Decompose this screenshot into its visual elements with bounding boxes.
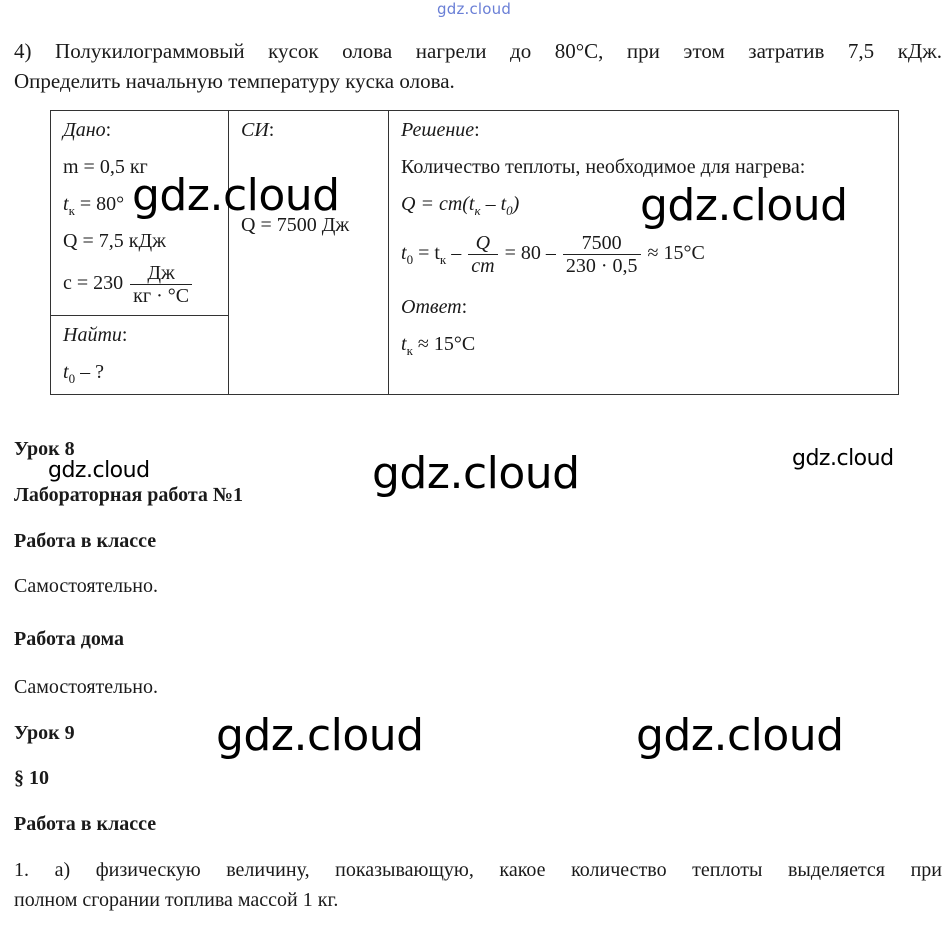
formula-initial-temp: $t_0 = t_к$ – $\frac{Q}{cm}$ = 80 – $\frac{7500}{230 \cdot 0,5}$ ≈ 15°С: [401, 231, 705, 277]
home-work-heading: Работа дома: [14, 628, 124, 650]
problem-statement: [14, 36, 942, 96]
given-mass: m = 0,5 кг: [63, 156, 148, 178]
problem-line-1: 4) Полукилограммовый кусок олова нагрели до 80°С, при этом затратив 7,5 кДж.: [14, 39, 942, 63]
find-var: $t_0$ – ?: [63, 361, 104, 386]
si-cell: СИ: Q = 7500 Дж: [229, 111, 389, 395]
given-cell: Дано: m = 0,5 кг $t_к = 80^\circ$ Q = 7,5 кДж c = 230 $\frac{Дж}{кг \cdot ^\circ С}$: [51, 111, 229, 316]
formula-heat: $Q = cm(t_к - t_0)$: [401, 193, 520, 218]
given-heat: Q = 7,5 кДж: [63, 230, 166, 252]
self-text-1: Самостоятельно.: [14, 575, 158, 597]
solution-text: Количество теплоты, необходимое для нагрева:: [401, 156, 806, 178]
solution-header: Решение: [401, 119, 475, 141]
answer-header: Ответ: [401, 296, 462, 318]
header-watermark: gdz.cloud: [437, 0, 512, 18]
watermark-small-right: gdz.cloud: [792, 446, 894, 471]
lesson9-heading: Урок 9: [14, 722, 75, 744]
item-1: [14, 855, 942, 915]
watermark-table-left: gdz.cloud: [132, 170, 340, 221]
watermark-small-left: gdz.cloud: [48, 458, 150, 483]
class-work-heading-2: Работа в классе: [14, 813, 157, 835]
si-heat: Q = 7500 Дж: [241, 214, 350, 236]
solution-cell: Решение: Количество теплоты, необходимое для нагрева: $Q = cm(t_к - t_0)$ $t_0 = t_к$ – $\frac{Q}{cm}$ = 80 – $\frac{7500}{230 \cdot 0,5}$ ≈ 15°С Ответ: $t_к \approx 15^\circ С$: [389, 111, 899, 395]
find-cell: Найти: $t_0$ – ?: [51, 316, 229, 395]
find-header: Найти: [63, 324, 122, 346]
watermark-bottom-right: gdz.cloud: [636, 710, 844, 761]
given-final-temp: $t_к = 80^\circ$: [63, 193, 125, 218]
lab-heading: Лабораторная работа №1: [14, 484, 244, 506]
problem-line-2: Определить начальную температуру куска олова.: [14, 69, 455, 93]
given-specific-heat: c = 230 $\frac{Дж}{кг \cdot ^\circ С}$: [63, 261, 216, 305]
si-header: СИ: [241, 119, 269, 141]
given-header: Дано: [63, 119, 106, 141]
item-1-line-2: полном сгорании топлива массой 1 кг.: [14, 889, 339, 911]
watermark-mid-big: gdz.cloud: [372, 448, 580, 499]
item-1-line-1: 1. а) физическую величину, показывающую, какое количество теплоты выделяется при: [14, 859, 942, 881]
lesson8-heading: Урок 8: [14, 438, 75, 460]
paragraph-heading: § 10: [14, 767, 49, 789]
solution-table: [50, 110, 899, 395]
class-work-heading: Работа в классе: [14, 530, 157, 552]
watermark-bottom-left: gdz.cloud: [216, 710, 424, 761]
answer-value: $t_к \approx 15^\circ С$: [401, 333, 476, 358]
self-text-2: Самостоятельно.: [14, 676, 158, 698]
watermark-table-right: gdz.cloud: [640, 180, 848, 231]
